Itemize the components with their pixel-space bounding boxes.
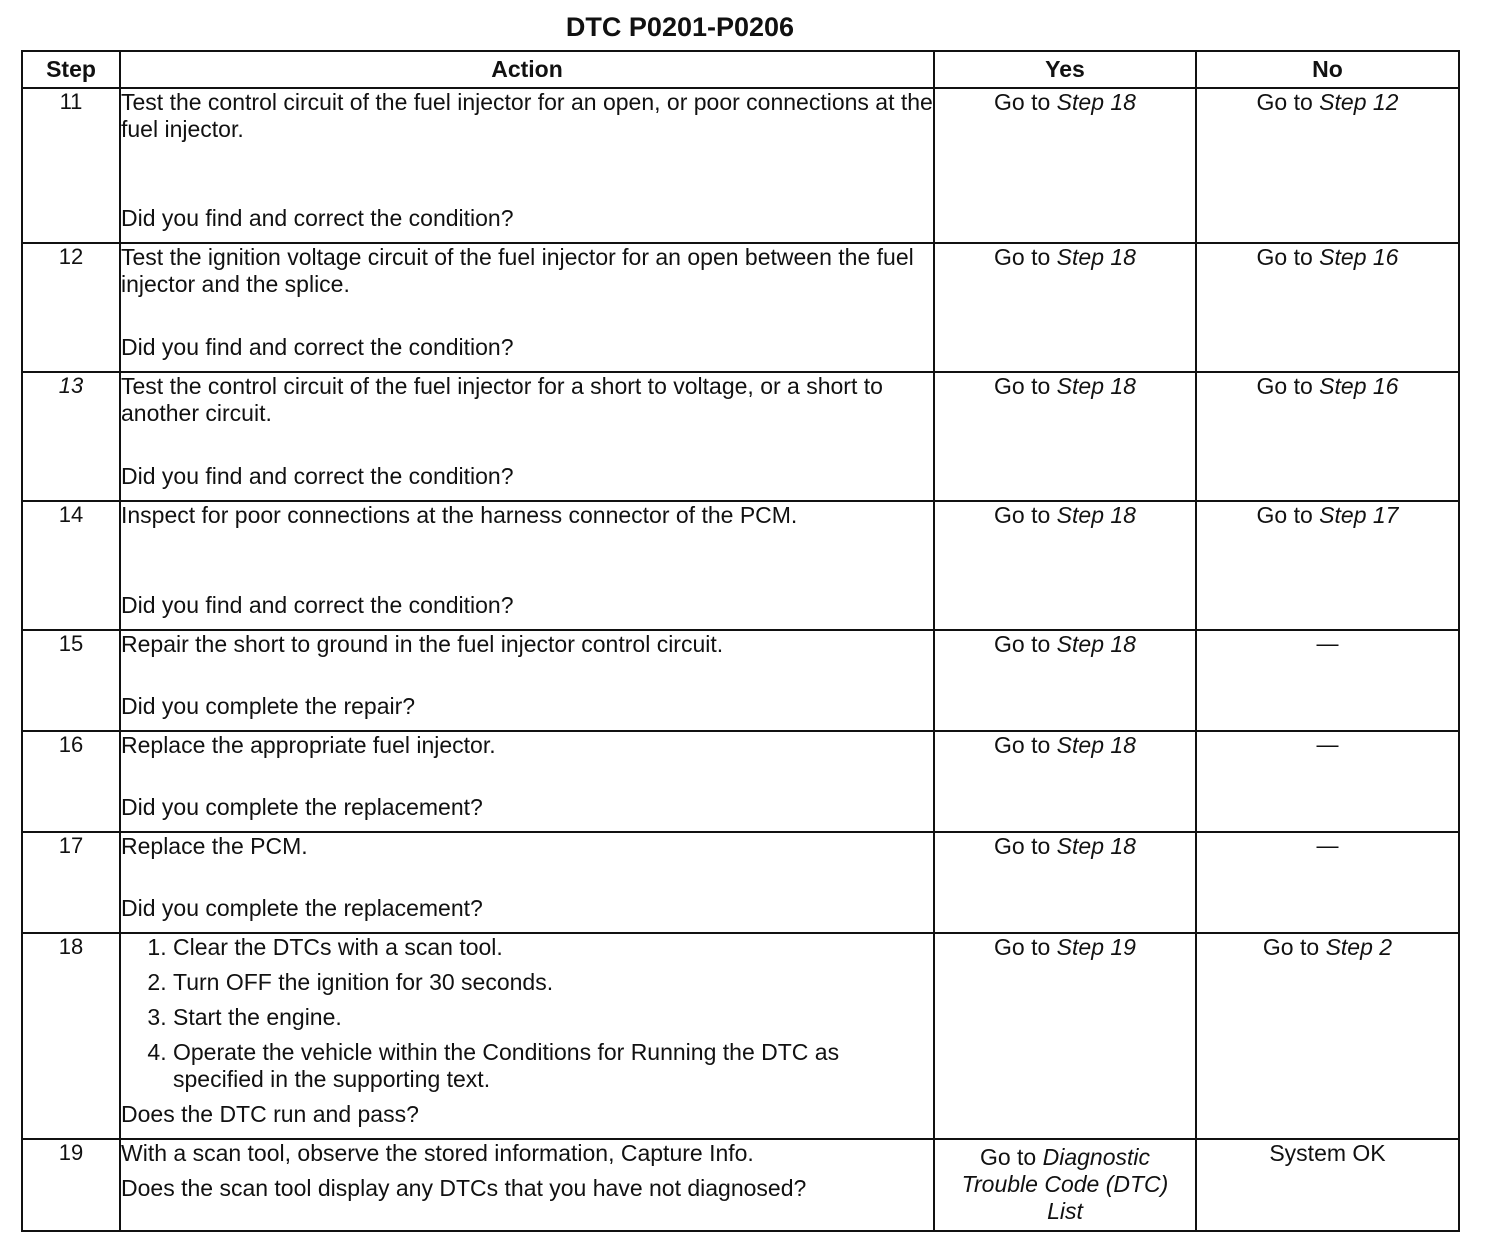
no-prefix: Go to (1256, 89, 1313, 115)
no-cell (1196, 88, 1459, 243)
no-prefix: Go to (1262, 934, 1320, 960)
no-cell (1196, 933, 1459, 1139)
header-yes: Yes (934, 51, 1196, 88)
yes-target[interactable]: Step 19 (1056, 934, 1136, 960)
action-cell (120, 731, 934, 832)
no-cell: — (1196, 630, 1459, 731)
action-question: Did you complete the repair? (121, 693, 416, 719)
yes-cell (934, 372, 1196, 501)
action-cell (120, 372, 934, 501)
list-item: 3. Start the engine. (173, 1004, 933, 1031)
step-number: 18 (22, 933, 120, 1139)
yes-cell (934, 731, 1196, 832)
action-cell (120, 630, 934, 731)
action-cell (120, 933, 934, 1139)
table-row (22, 501, 1459, 630)
step-number: 16 (22, 731, 120, 832)
yes-prefix: Go to (994, 631, 1051, 657)
diagnostic-table (21, 50, 1460, 1232)
yes-cell (934, 88, 1196, 243)
yes-cell (934, 933, 1196, 1139)
action-text: Test the ignition voltage circuit of the fuel injector for an open between the fuel injector and the splice. (121, 244, 914, 297)
no-target[interactable]: Step 17 (1319, 502, 1399, 528)
no-cell (1196, 501, 1459, 630)
yes-target[interactable]: Step 18 (1056, 373, 1136, 399)
yes-target[interactable]: Step 18 (1056, 244, 1136, 270)
table-row (22, 1139, 1459, 1231)
no-target[interactable]: Step 12 (1319, 89, 1399, 115)
yes-prefix: Go to (994, 833, 1051, 859)
action-question: Did you find and correct the condition? (121, 334, 514, 360)
action-cell (120, 88, 934, 243)
step-number: 12 (22, 243, 120, 372)
action-text: Replace the appropriate fuel injector. (121, 732, 496, 758)
header-row (22, 51, 1459, 88)
procedure-list (121, 934, 933, 1097)
action-question: Did you find and correct the condition? (121, 205, 514, 231)
no-target[interactable]: Step 16 (1319, 373, 1399, 399)
list-item: 4. Operate the vehicle within the Conditions for Running the DTC as specified in the supporting text. (173, 1039, 933, 1093)
action-text: Inspect for poor connections at the harness connector of the PCM. (121, 502, 798, 528)
yes-target[interactable]: Step 18 (1056, 833, 1136, 859)
action-text: Repair the short to ground in the fuel injector control circuit. (121, 631, 724, 657)
yes-prefix: Go to (994, 89, 1051, 115)
table-row (22, 630, 1459, 731)
yes-target[interactable]: Step 18 (1056, 732, 1136, 758)
no-prefix: Go to (1256, 502, 1313, 528)
action-question: Did you complete the replacement? (121, 895, 483, 921)
yes-prefix: Go to (994, 732, 1051, 758)
header-action: Action (120, 51, 934, 88)
no-prefix: Go to (1256, 373, 1313, 399)
yes-cell (934, 243, 1196, 372)
yes-cell (934, 1139, 1196, 1231)
step-number: 13 (22, 372, 120, 501)
action-text: With a scan tool, observe the stored information, Capture Info. (121, 1140, 754, 1166)
action-question: Did you find and correct the condition? (121, 592, 514, 618)
step-number: 11 (22, 88, 120, 243)
step-number: 14 (22, 501, 120, 630)
list-item: 2. Turn OFF the ignition for 30 seconds. (173, 969, 933, 996)
table-row (22, 731, 1459, 832)
yes-cell (934, 832, 1196, 933)
page-title: DTC P0201-P0206 (565, 12, 795, 42)
action-question: Does the scan tool display any DTCs that you have not diagnosed? (121, 1175, 807, 1201)
yes-target[interactable]: Step 18 (1056, 502, 1136, 528)
yes-cell (934, 501, 1196, 630)
header-no: No (1196, 51, 1459, 88)
action-text: Replace the PCM. (121, 833, 308, 859)
table-row (22, 832, 1459, 933)
action-question: Did you find and correct the condition? (121, 463, 514, 489)
table-row (22, 243, 1459, 372)
no-cell: — (1196, 832, 1459, 933)
no-cell: — (1196, 731, 1459, 832)
yes-target[interactable]: Diagnostic Trouble Code (DTC) List (961, 1144, 1169, 1224)
step-number: 19 (22, 1139, 120, 1231)
no-prefix: Go to (1256, 244, 1313, 270)
no-target[interactable]: Step 2 (1325, 934, 1393, 960)
action-text: Test the control circuit of the fuel injector for a short to voltage, or a short to another circuit. (121, 373, 883, 426)
no-target[interactable]: Step 16 (1319, 244, 1399, 270)
no-cell (1196, 372, 1459, 501)
yes-prefix: Go to (994, 244, 1051, 270)
table-row (22, 88, 1459, 243)
action-cell (120, 243, 934, 372)
action-question: Does the DTC run and pass? (121, 1101, 419, 1127)
no-cell (1196, 243, 1459, 372)
action-text: Test the control circuit of the fuel injector for an open, or poor connections at the fuel injector. (121, 89, 933, 142)
yes-prefix: Go to (994, 373, 1051, 399)
yes-prefix: Go to (979, 1144, 1037, 1170)
yes-cell (934, 630, 1196, 731)
step-number: 15 (22, 630, 120, 731)
header-step: Step (22, 51, 120, 88)
yes-prefix: Go to (994, 934, 1051, 960)
table-row (22, 933, 1459, 1139)
action-cell (120, 1139, 934, 1231)
table-row (22, 372, 1459, 501)
yes-prefix: Go to (994, 502, 1051, 528)
action-cell (120, 832, 934, 933)
yes-target[interactable]: Step 18 (1056, 89, 1136, 115)
no-cell: System OK (1196, 1139, 1459, 1231)
step-number: 17 (22, 832, 120, 933)
yes-target[interactable]: Step 18 (1056, 631, 1136, 657)
action-question: Did you complete the replacement? (121, 794, 483, 820)
action-cell (120, 501, 934, 630)
list-item: 1. Clear the DTCs with a scan tool. (173, 934, 933, 961)
